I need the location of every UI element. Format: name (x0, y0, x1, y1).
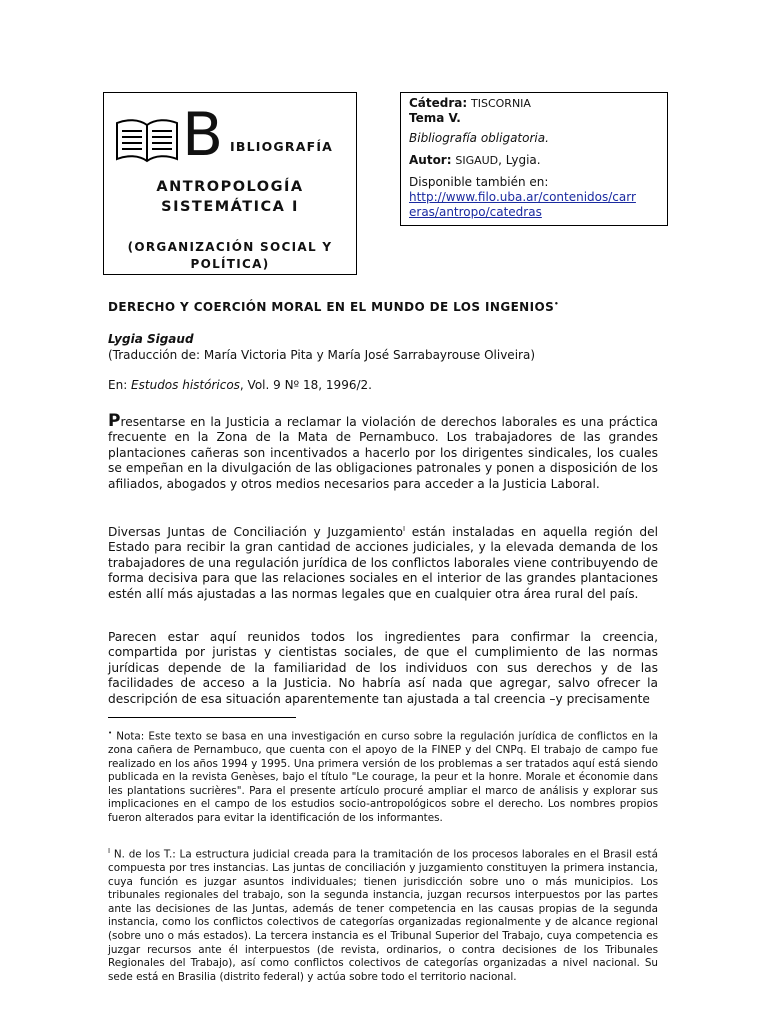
course-line-1: ANTROPOLOGÍA (156, 179, 304, 195)
title-footnote-mark: • (554, 300, 559, 308)
catedra-row (409, 96, 667, 111)
course-line-2: SISTEMÁTICA I (161, 199, 299, 215)
subtitle-line-2: POLÍTICA) (190, 257, 270, 271)
paragraph-2-text-a: Diversas Juntas de Conciliación y Juzgamiento (108, 525, 403, 540)
subtitle-line-1: (ORGANIZACIÓN SOCIAL Y (127, 240, 333, 254)
tema-label: Tema V. (409, 111, 461, 125)
article-author: Lygia Sigaud (108, 332, 194, 346)
article-title-text: DERECHO Y COERCIÓN MORAL EN EL MUNDO DE LOS INGENIOS (108, 300, 555, 314)
footnote-1-mark: • (108, 729, 113, 737)
footnote-2 (108, 845, 658, 984)
autor-row (409, 153, 667, 168)
bibliography-header-box (103, 92, 357, 275)
autor-surname: SIGAUD (455, 154, 499, 167)
footnote-1 (108, 727, 658, 826)
catedra-label: Cátedra: (409, 96, 468, 110)
open-book-icon (113, 115, 181, 163)
bibliography-type: Bibliografía obligatoria. (409, 131, 549, 145)
footnote-2-mark: I (108, 847, 111, 855)
paragraph-1-text: resentarse en la Justicia a reclamar la violación de derechos laborales es una práctica frecuente en la Zona de la Mata de Pernambuco. Los trabajadores de las grandes plantaciones cañeras son incentivados a hacerlo por los dirigentes sindicales, los cuales se empeñan en la divulgación de las obligaciones patronales y ponen a disposición de los afiliados, abogados y otros medios necesarios para acceder a la Justicia Laboral. (108, 415, 658, 491)
autor-label: Autor: (409, 153, 452, 167)
article-source (108, 378, 372, 392)
article-title (108, 300, 559, 314)
bibliography-initial: B (182, 100, 224, 170)
source-details: , Vol. 9 Nº 18, 1996/2. (239, 378, 372, 392)
footnote-1-text: Nota: Este texto se basa en una investigación en curso sobre la regulación jurídica de conflictos en la zona cañera de Pernambuco, que cuenta con el apoyo de la FINEP y del CNPq. El trabajo de campo fue realizado en los años 1994 y 1995. Una primera versión de los problemas a ser tratados aquí está siendo publicada en la revista Genèses, bajo el título "Le courage, la peur et la honre. Morale et économie dans les plantations sucrières". Para el presente artículo procuré ampliar el marco de análisis y explorar sus implicaciones en el campo de los estudios socio-antropológicos sobre el derecho. Los nombres propios fueron alterados para evitar la identificación de los informantes. (108, 730, 658, 825)
url-line-2: eras/antropo/catedras (409, 205, 542, 219)
translation-credit: (Traducción de: María Victoria Pita y María José Sarrabayrouse Oliveira) (108, 348, 535, 362)
available-label: Disponible también en: (409, 175, 549, 189)
course-info-box (400, 92, 668, 226)
source-journal: Estudos históricos (131, 378, 240, 392)
url-line-1: http://www.filo.uba.ar/contenidos/carr (409, 190, 636, 204)
catedra-value: TISCORNIA (471, 97, 531, 110)
course-url-link[interactable] (409, 190, 636, 219)
paragraph-2 (108, 522, 658, 602)
footnote-2-text: N. de los T.: La estructura judicial creada para la tramitación de los procesos laborales en el Brasil está compuesta por tres instancias. Las juntas de conciliación y juzgamiento constituyen la primera instancia, cuya función es juzgar asuntos individuales; tienen jurisdicción sobre uno o más municipios. Los tribunales regionales del trabajo, son la segunda instancia, juzgan recursos interpuestos por las partes ante las decisiones de las Juntas, además de tener competencia en las causas propias de la segunda instancia, como los conflictos colectivos de categorías organizadas regionalmente y de alcance regional (sobre uno o más estados). La tercera instancia es el Tribunal Superior del Trabajo, cuya competencia es juzgar recursos ante él interpuestos (de revista, ordinarios, o contra decisiones de los Tribunales Regionales del Trabajo), así como conflictos colectivos de categorías organizadas a nivel nacional. Su sede está en Brasilia (distrito federal) y actúa sobre todo el territorio nacional. (108, 848, 658, 983)
paragraph-3: Parecen estar aquí reunidos todos los ingredientes para confirmar la creencia, compartida por juristas y cientistas sociales, de que el cumplimiento de las normas jurídicas depende de la familiaridad de los individuos con sus derechos y de las facilidades de acceso a la Justicia. No habría así nada que agregar, salvo ofrecer la descripción de esa situación aparentemente tan ajustada a tal creencia –y precisamente (108, 630, 658, 706)
paragraph-1-initial: P (108, 411, 121, 431)
paragraph-2-footnote-mark: I (402, 525, 406, 533)
footnote-separator (108, 717, 296, 718)
paragraph-2-text-b: están instaladas en aquella región del Estado para recibir la gran cantidad de acciones judiciales, y la elevada demanda de los trabajadores de una regulación jurídica de los conflictos laborales viene contribuyendo de forma decisiva para que las relaciones sociales en el interior de las grandes plantaciones estén allí más ajustadas a las normas legales que en cualquier otra área rural del país. (108, 525, 658, 601)
bibliography-word: IBLIOGRAFÍA (230, 139, 334, 154)
course-title (104, 177, 356, 217)
autor-name: , Lygia. (498, 153, 541, 167)
paragraph-1 (108, 411, 658, 492)
source-prefix: En: (108, 378, 132, 392)
course-subtitle (104, 239, 356, 273)
